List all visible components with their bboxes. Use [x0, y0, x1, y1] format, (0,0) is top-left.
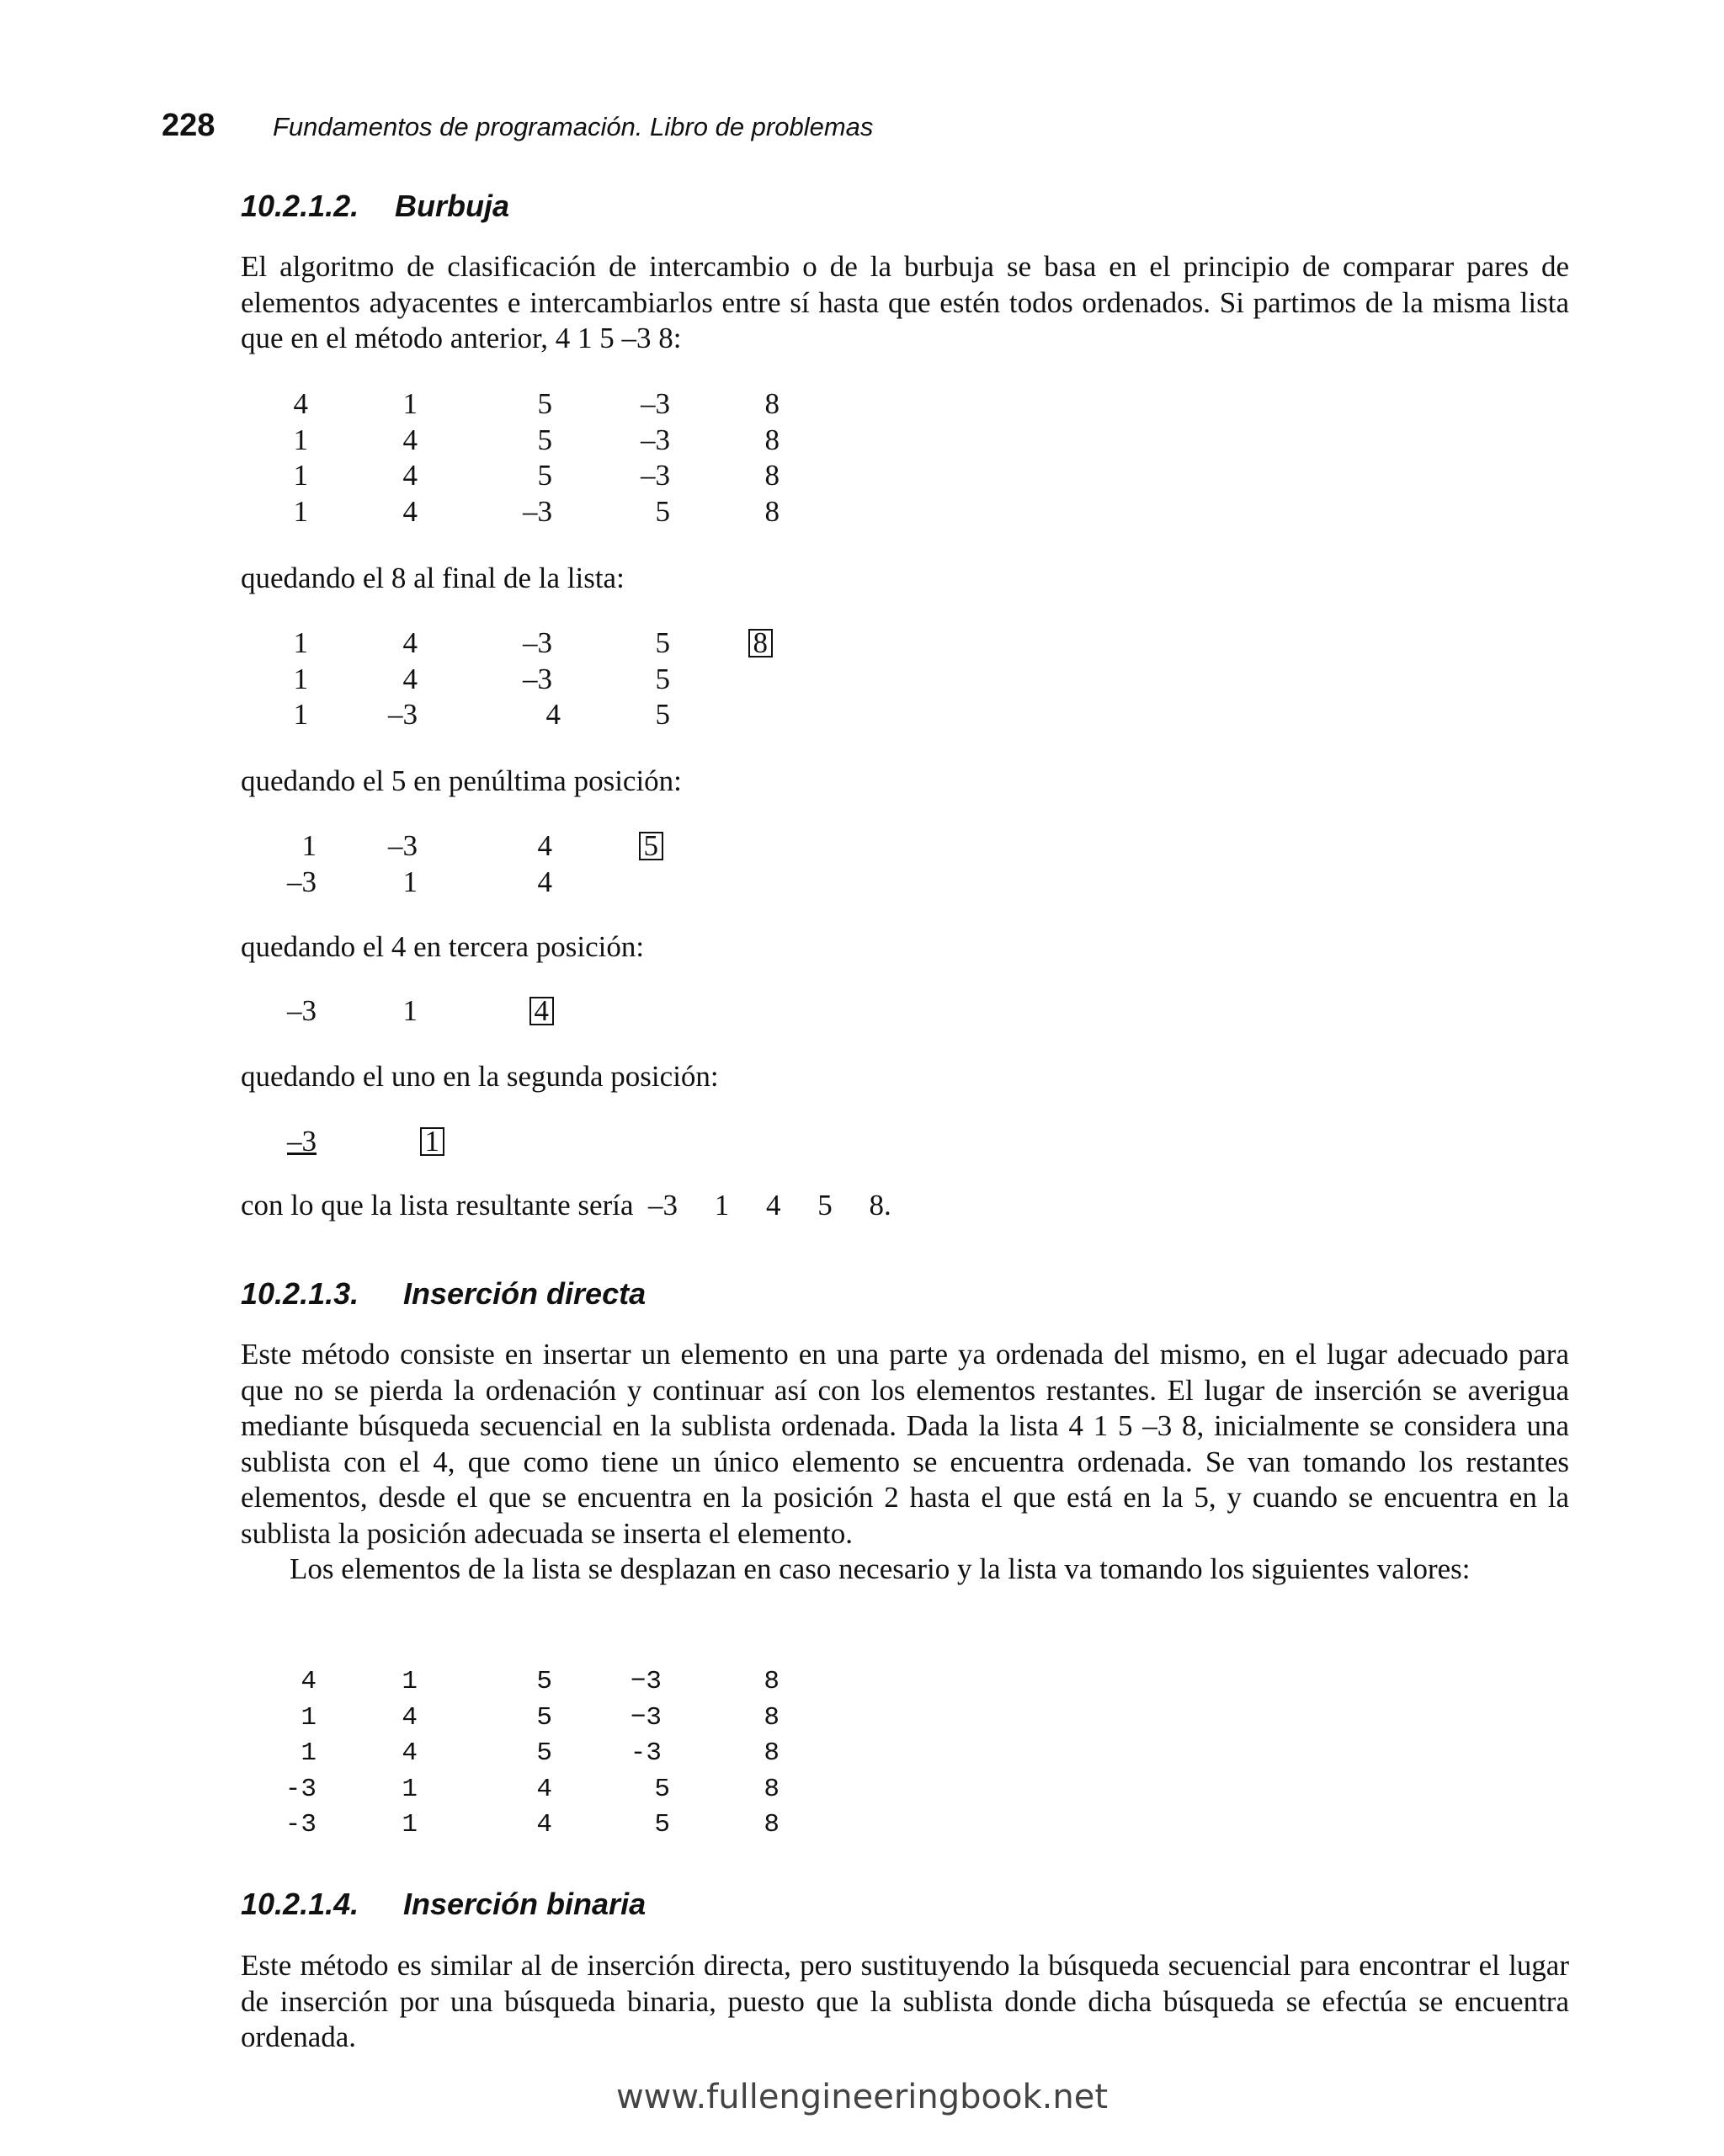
section-title: Inserción directa [403, 1276, 646, 1311]
burbuja-text-4: quedando el uno en la segunda posición: [241, 1060, 719, 1093]
boxed-value: 8 [721, 626, 773, 662]
section-number: 10.2.1.4. [241, 1887, 359, 1921]
burbuja-result: con lo que la lista resultante sería –3 1 4 5 8. [241, 1189, 891, 1222]
watermark-url: www.fullengineeringbook.net [615, 2078, 1109, 2116]
underlined-value: –3 [287, 1125, 317, 1158]
section-title: Inserción binaria [403, 1887, 646, 1921]
page-number: 228 [162, 108, 216, 143]
boxed-value: 5 [611, 828, 663, 865]
section-number: 10.2.1.2. [241, 189, 359, 223]
burbuja-text-3: quedando el 4 en tercera posición: [241, 930, 645, 963]
section-number: 10.2.1.3. [241, 1276, 359, 1311]
section-heading-insercion-directa [241, 1276, 646, 1312]
boxed-value: 4 [502, 993, 554, 1030]
section-heading-insercion-binaria [241, 1887, 646, 1922]
insercion-paragraph-1: Este método consiste en insertar un elemento en una parte ya ordenada del mismo, en el lugar adecuado para que no se pierda la ordenación y continuar así con los elementos restantes. El lugar de inserción se averigua mediante búsqueda secuencial en la sublista ordenada. Dada la lista 4 1 5 –3 8, inicialmente se considera una sublista con el 4, que como tiene un único elemento se encuentra ordenada. Se van tomando los restantes elementos, desde el que se encuentra en la posición 2 hasta el que está en la 5, y cuando se encuentra en la sublista la posición adecuada se inserta el elemento. [241, 1338, 1569, 1550]
burbuja-intro-paragraph: El algoritmo de clasificación de intercambio o de la burbuja se basa en el principio de comparar pares de elementos adyacentes e intercambiarlos entre sí hasta que estén todos ordenados. Si partimos de la misma lista que en el método anterior, 4 1 5 –3 8: [241, 250, 1569, 354]
running-title: Fundamentos de programación. Libro de problemas [273, 112, 874, 141]
boxed-value: 1 [392, 1124, 444, 1160]
burbuja-text-1: quedando el 8 al final de la lista: [241, 562, 625, 594]
section-heading-burbuja [241, 189, 509, 224]
insercion-paragraph-2: Los elementos de la lista se desplazan en caso necesario y la lista va tomando los siguientes valores: [290, 1552, 1471, 1585]
binaria-paragraph: Este método es similar al de inserción directa, pero sustituyendo la búsqueda secuencial para encontrar el lugar de inserción por una búsqueda binaria, puesto que la sublista donde dicha búsqueda se efectúa se encuentra ordenada. [241, 1949, 1569, 2053]
page-header [162, 108, 873, 150]
burbuja-text-2: quedando el 5 en penúltima posición: [241, 764, 682, 797]
section-title: Burbuja [395, 189, 510, 223]
book-page: 228 Fundamentos de programación. Libro de problemas 10.2.1.2. Burbuja El algoritmo de clasificación de intercambio o de la burbuja se basa en el principio de comparar pares de elementos adyacentes e intercambiarlos entre sí hasta que estén todos ordenados. Si partimos de la misma lista que en el método anterior, 4 1 5 –3 8: 4 1 5 –3 8 1 4 5 –3 8 1 4 5 –3 8 1 4 –3 5 8 quedando el 8 al final de la lista: 1 4 –3 5 8 1 4 –3 5 1 –3 4 5 quedando el 5 en penúltima posición: 1 –3 4 5 –3 1 4 quedando el 4 en tercera posición: –3 1 4 quedando el uno en la segunda posición: –3 1 con lo que la lista resultante sería –3 1 4 5 8. 10.2.1.3. Inserción directa Este método consiste en insertar un elemento en una parte ya ordenada del mismo, en el lugar adecuado para que no se pierda la ordenación y continuar así con los elementos restantes. El lugar de inserción se averigua mediante búsqueda secuencial en la sublista ordenada. Dada la lista 4 1 5 –3 8, inicialmente se considera una sublista con el 4, que como tiene un único elemento se encuentra ordenada. Se van tomando los restantes elementos, desde el que se encuentra en la posición 2 hasta el que está en la 5, y cuando se encuentra en la sublista la posición adecuada se inserta el elemento. Los elementos de la lista se desplazan en caso necesario y la lista va tomando los siguientes valores: 4 1 5 −3 8 1 4 5 −3 8 1 4 5 -3 8 -3 1 4 5 8 -3 1 4 5 8 10.2.1.4. Inserción binaria Este método es similar al de inserción directa, pero sustituyendo la búsqueda secuencial para encontrar el lugar de inserción por una búsqueda binaria, puesto que la sublista donde dicha búsqueda se efectúa se encuentra ordenada. www.fullengineeringbook.net [0, 0, 1724, 2156]
